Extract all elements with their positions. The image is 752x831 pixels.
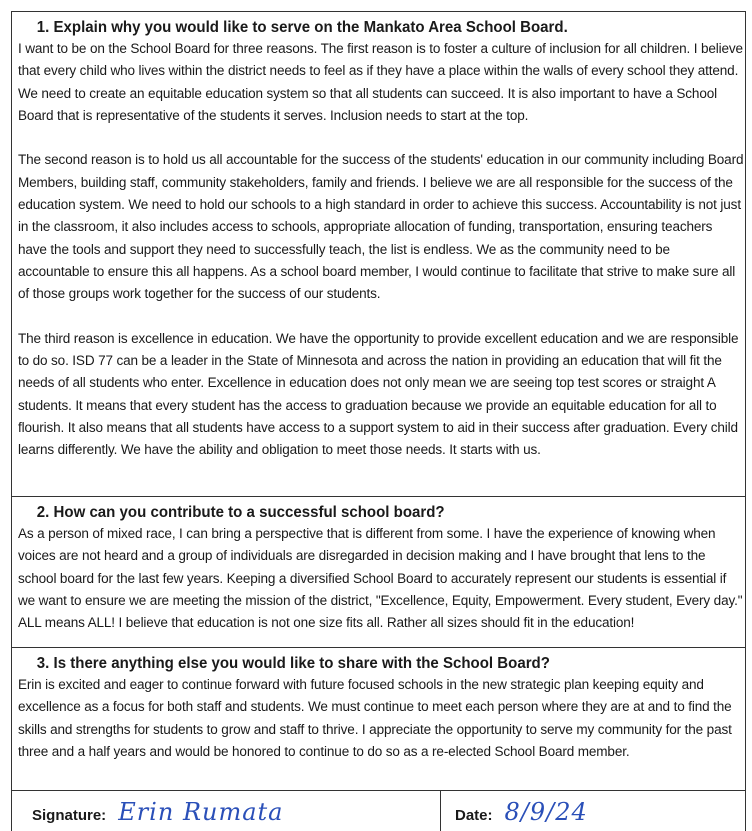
question-1-section (12, 12, 745, 497)
question-3-heading: 3. Is there anything else you would like to share with the School Board? (36, 655, 550, 672)
date-value: 8/9/24 (504, 798, 588, 826)
answer-2-paragraph: As a person of mixed race, I can bring a perspective that is different from some. I have the experience of knowing when voices are not heard and a group of individuals are disregarded in decision making and I have brought that lens to the school board for the last few years. Keeping a diversified School Board to accurately represent our students is essential if we want to ensure we are meeting the mission of the district, "Excellence, Equity, Empowerment. Every student, Every day." ALL means ALL! I believe that education is not one size fits all. Rather all sizes should fit in the education! (18, 526, 743, 632)
answer-3-paragraph: Erin is excited and eager to continue forward with future focused schools in the new strategic plan keeping equity and excellence as a focus for both staff and students. We must continue to meet each person where they are at and to find the skills and strengths for students to grow and staff to thrive. I appreciate the opportunity to serve my community for the past three and a half years and would be honored to continue to do so as a re-elected School Board member. (18, 677, 732, 760)
signature-label: Signature: (32, 807, 107, 824)
signature-row (12, 791, 745, 831)
question-2-heading: 2. How can you contribute to a successful school board? (36, 504, 445, 521)
question-2-section (12, 497, 745, 648)
signature-field[interactable] (12, 791, 441, 831)
question-1-heading: 1. Explain why you would like to serve on the Mankato Area School Board. (36, 19, 568, 36)
answer-1-paragraph-3: The third reason is excellence in education. We have the opportunity to provide excellent education and we are responsible to do so. ISD 77 can be a leader in the State of Minnesota and across the nation in providing an education that will fit the needs of all students who enter. Excellence in education does not only mean we are seeing top test scores or straight A students. It means that every student has the access to graduation because we provide an equitable education for all to flourish. It also means that all students have access to a support system to aid in their success after graduation. Every child learns differently. We have the ability and obligation to meet those needs. It starts with us. (18, 330, 739, 459)
signature-value: Erin Rumata (118, 798, 284, 826)
answer-1-paragraph-1: I want to be on the School Board for three reasons. The first reason is to foster a culture of inclusion for all children. I believe that every child who lives within the district needs to feel as if they have a place within the walls of every school they attend. We need to create an equitable education system so that all students can succeed. It is also important to have a School Board that is representative of the students it serves. Inclusion needs to start at the top. (18, 41, 743, 124)
question-3-section (12, 648, 745, 791)
answer-1-paragraph-2: The second reason is to hold us all accountable for the success of the students' education in our community including Board Members, building staff, community stakeholders, family and friends. I believe we are all responsible for the success of the education system. We need to hold our schools to a high standard in order to achieve this success. Accountability is not just in the classroom, it also includes access to schools, appropriate allocation of funding, transportation, ensuring teachers have the tools and support they need to successfully teach, the list is endless. We as the community need to be accountable to ensure this all happens. As a school board member, I would continue to facilitate that strive to make sure all of those groups work together for the success of our students. (18, 152, 744, 303)
date-field[interactable] (441, 791, 745, 831)
school-board-questionnaire (11, 11, 746, 831)
date-label: Date: (455, 807, 493, 824)
